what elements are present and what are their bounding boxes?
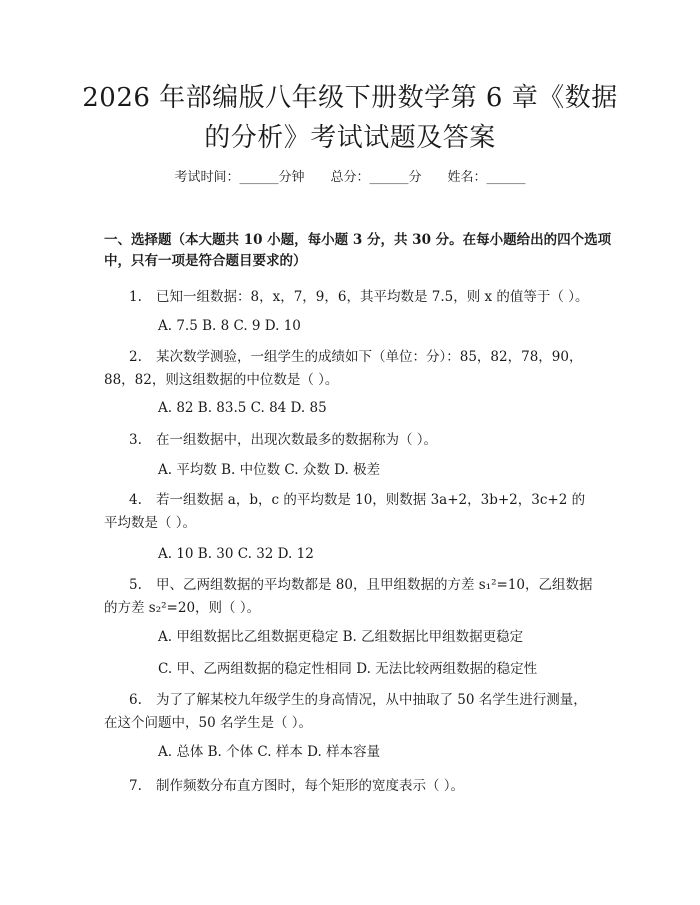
question-1-options: A. 7.5 B. 8 C. 9 D. 10 — [158, 318, 301, 334]
exam-title-line2: 的分析》考试试题及答案 — [204, 123, 496, 153]
question-text: 已知一组数据：8，x，7，9，6，其平均数是 7.5，则 x 的值等于（ ）。 — [156, 289, 589, 305]
question-text: 若一组数据 a，b，c 的平均数是 10，则数据 3a+2，3b+2，3c+2 的平均数是（ ）。 — [104, 492, 586, 531]
question-number: 3. — [129, 432, 142, 448]
question-number: 6. — [129, 692, 142, 708]
question-text: 甲、乙两组数据的平均数都是 80，且甲组数据的方差 s₁²=10，乙组数据的方差 s₂²=20，则（ ）。 — [104, 577, 593, 616]
student-name-field: 姓名：______ — [447, 170, 526, 185]
exam-info-row — [0, 168, 700, 188]
question-number: 4. — [129, 492, 142, 508]
question-text: 某次数学测验，一组学生的成绩如下（单位：分）：85，82，78，90，88，82，则这组数据的中位数是（ ）。 — [104, 349, 583, 388]
question-number: 1. — [129, 289, 142, 305]
question-text: 制作频数分布直方图时，每个矩形的宽度表示（ ）。 — [156, 778, 465, 794]
question-number: 5. — [129, 577, 142, 593]
question-3-options: A. 平均数 B. 中位数 C. 众数 D. 极差 — [158, 462, 381, 478]
total-score-field: 总分：______分 — [330, 170, 422, 185]
question-6 — [104, 689, 596, 735]
question-2-options: A. 82 B. 83.5 C. 84 D. 85 — [158, 400, 327, 416]
question-5-options-cd: C. 甲、乙两组数据的稳定性相同 D. 无法比较两组数据的稳定性 — [158, 661, 538, 677]
question-1 — [104, 286, 596, 309]
question-4-options: A. 10 B. 30 C. 32 D. 12 — [158, 546, 314, 562]
question-4 — [104, 489, 596, 535]
question-text: 在一组数据中，出现次数最多的数据称为（ ）。 — [156, 432, 438, 448]
question-5-options-ab: A. 甲组数据比乙组数据更稳定 B. 乙组数据比甲组数据更稳定 — [158, 629, 524, 645]
exam-time-field: 考试时间：______分钟 — [174, 170, 305, 185]
question-6-options: A. 总体 B. 个体 C. 样本 D. 样本容量 — [158, 744, 381, 760]
exam-title-line1: 2026 年部编版八年级下册数学第 6 章《数据 — [82, 83, 618, 113]
question-number: 2. — [129, 349, 142, 365]
question-5 — [104, 574, 596, 620]
question-3 — [104, 429, 596, 452]
exam-title — [60, 78, 640, 158]
question-text: 为了了解某校九年级学生的身高情况，从中抽取了 50 名学生进行测量，在这个问题中，50 名学生是（ ）。 — [104, 692, 587, 731]
question-7 — [104, 775, 596, 798]
question-number: 7. — [129, 778, 142, 794]
question-2 — [104, 346, 596, 392]
section-1-heading: 一、选择题（本大题共 10 小题，每小题 3 分，共 30 分。在每小题给出的四个选项中，只有一项是符合题目要求的） — [104, 232, 612, 269]
